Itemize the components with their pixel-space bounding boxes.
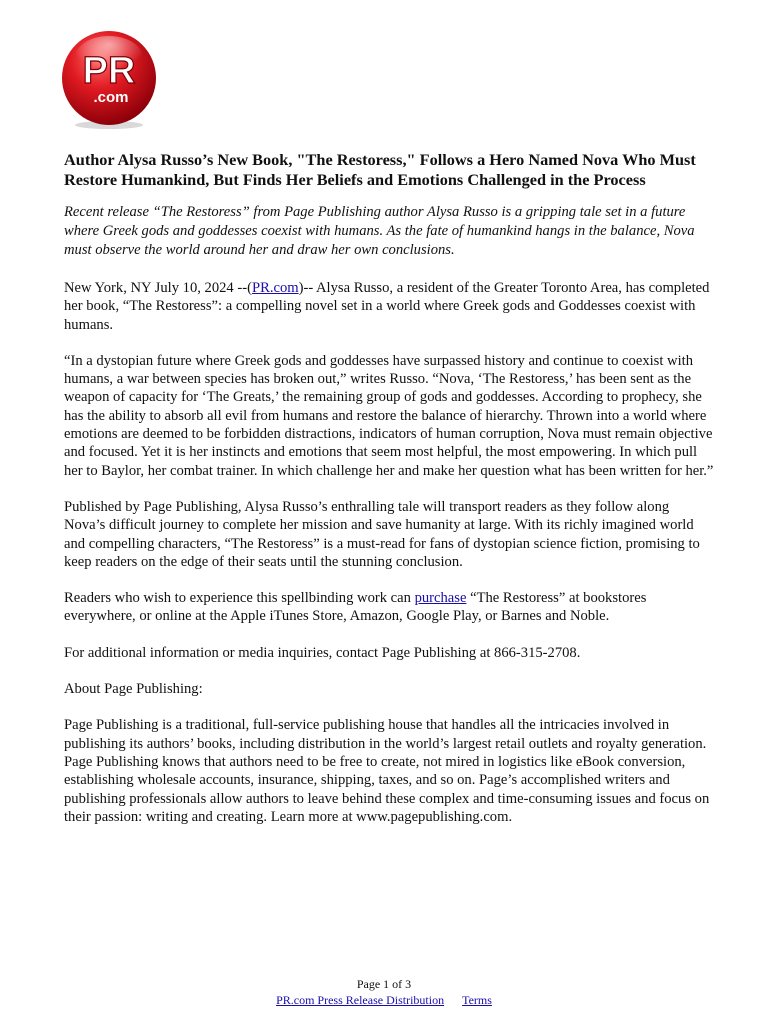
purchase-text: Readers who wish to experience this spellbinding work can xyxy=(64,590,415,607)
distribution-link[interactable]: PR.com Press Release Distribution xyxy=(276,993,445,1007)
about-heading: About Page Publishing: xyxy=(64,681,203,698)
press-release-content xyxy=(64,150,714,844)
contact-paragraph: For additional information or media inquiries, contact Page Publishing at 866-315-2708. xyxy=(64,644,581,661)
logo-text-pr: PR xyxy=(82,50,136,92)
headline: Author Alysa Russo’s New Book, "The Restoress," Follows a Hero Named Nova Who Must Restore Humankind, But Finds Her Beliefs and Emotions Challenged in the Process xyxy=(64,150,696,189)
page-footer xyxy=(0,976,768,1008)
purchase-text-rest: “The Restoress” at bookstores everywhere, or online at the Apple iTunes Store, Amazon, Google Play, or Barnes and Noble. xyxy=(64,590,647,625)
body-paragraph-3: Published by Page Publishing, Alysa Russo’s enthralling tale will transport readers as they follow along Nova’s difficult journey to complete her mission and save humanity at large. With its richly imagined world and compelling characters, “The Restoress” is a must-read for fans of dystopian science fiction, promising to keep readers on the edge of their seats until the stunning conclusion. xyxy=(64,498,700,570)
summary-paragraph: Recent release “The Restoress” from Page Publishing author Alysa Russo is a gripping tale set in a future where Greek gods and goddesses coexist with humans. As the fate of humankind hangs in the balance, Nova must observe the world around her and draw her own conclusions. xyxy=(64,204,695,258)
page-indicator: Page 1 of 3 xyxy=(356,977,412,991)
footer-links xyxy=(0,992,768,1008)
purchase-paragraph xyxy=(64,589,714,626)
body-paragraph-2: “In a dystopian future where Greek gods and goddesses have surpassed history and continue to coexist with humans, a war between species has broken out,” writes Russo. “Nova, ‘The Restoress,’ has been sent as the weapon of capacity for ‘The Greats,’ the remaining group of gods and goddesses. According to prophecy, she has the ability to absorb all evil from humans and restore the balance of hierarchy. Thrown into a world where emotions are deemed to be forbidden distractions, indicators of human corruption, Nova must remain objective and focused. Yet it is her instincts and emotions that seem most helpful, the most empowering. In which pull her to Baylor, her combat trainer. In which challenge her and make her question what has been written for her.” xyxy=(64,352,714,479)
dateline-text-rest: )-- Alysa Russo, a resident of the Greater Toronto Area, has completed her book, “The Restoress”: a compelling novel set in a world where Greek gods and Goddesses coexist with humans. xyxy=(64,280,710,333)
terms-link[interactable]: Terms xyxy=(462,993,492,1007)
pr-com-logo xyxy=(58,28,160,130)
about-paragraph: Page Publishing is a traditional, full-service publishing house that handles all the intricacies involved in publishing its authors’ books, including distribution in the world’s largest retail outlets and royalty generation. Page Publishing knows that authors need to be free to create, not mired in logistics like eBook conversion, establishing wholesale accounts, insurance, shipping, taxes, and so on. Page’s accomplished writers and publishing professionals allow authors to leave behind these complex and time-consuming issues and focus on their passion: writing and creating. Learn more at www.pagepublishing.com. xyxy=(64,717,710,825)
dateline-text: New York, NY July 10, 2024 --( xyxy=(64,280,252,296)
purchase-link[interactable]: purchase xyxy=(414,590,467,607)
dateline-paragraph xyxy=(64,279,714,334)
logo-text-com: .com xyxy=(93,89,129,106)
pr-com-link[interactable]: PR.com xyxy=(251,280,299,296)
